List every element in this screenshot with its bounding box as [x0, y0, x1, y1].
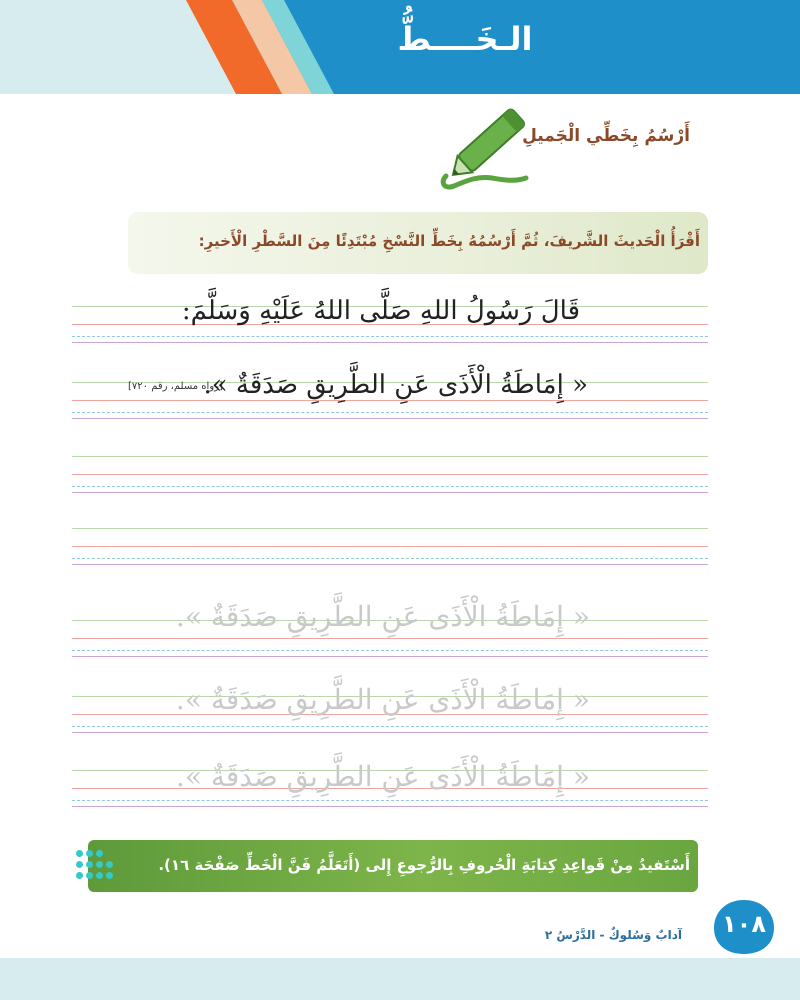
writing-line — [72, 558, 708, 559]
trace-line-2: « إِمَاطَةُ الْأَذَى عَنِ الطَّرِيقِ صَدَقَةٌ ». — [175, 683, 590, 716]
page-title: الـخَــــطُّ — [397, 20, 533, 58]
dot — [76, 850, 83, 857]
writing-line — [72, 546, 708, 547]
writing-line — [72, 400, 708, 401]
tip-text: أَسْتَفيدُ مِنْ قَواعِدِ كِتابَةِ الْحُروفِ بِالرُّجوعِ إِلى (أَتَعَلَّمُ فَنَّ الْخَطِّ صَفْحَة ١٦). — [158, 856, 690, 874]
writing-line — [72, 650, 708, 651]
footer-lesson: آدابٌ وَسُلوكٌ - الدَّرْسُ ٢ — [544, 928, 682, 942]
trace-line-1: « إِمَاطَةُ الْأَذَى عَنِ الطَّرِيقِ صَدَقَةٌ ». — [175, 600, 590, 633]
pen-icon — [438, 102, 534, 190]
dot — [96, 850, 103, 857]
writing-line — [72, 800, 708, 801]
writing-line — [72, 564, 708, 565]
writing-line — [72, 726, 708, 727]
dot — [96, 861, 103, 868]
dot — [76, 861, 83, 868]
dot — [96, 872, 103, 879]
writing-line — [72, 474, 708, 475]
dot — [86, 872, 93, 879]
dot — [86, 850, 93, 857]
writing-line — [72, 492, 708, 493]
writing-line — [72, 638, 708, 639]
writing-line — [72, 806, 708, 807]
hadith-line-2: « إِمَاطَةُ الْأَذَى عَنِ الطَّرِيقِ صَدَقَةٌ ». — [203, 370, 588, 400]
hadith-reference: [رواه مسلم، رقم ٧٢٠] — [128, 381, 223, 392]
writing-line — [72, 486, 708, 487]
writing-line — [72, 342, 708, 343]
section-heading: أَرْسُمُ بِخَطِّي الْجَميلِ — [522, 126, 690, 146]
instruction-text: أَقْرَأُ الْحَديثَ الشَّريفَ، ثُمَّ أَرْسُمُهُ بِخَطِّ النَّسْخِ مُبْتَدِئًا مِنَ السَّطْرِ الْأَخيرِ: — [198, 232, 700, 250]
dot — [106, 872, 113, 879]
writing-line — [72, 412, 708, 413]
dot — [86, 861, 93, 868]
page-number: ١٠٨ — [722, 910, 766, 938]
trace-line-3: « إِمَاطَةُ الْأَذَى عَنِ الطَّرِيقِ صَدَقَةٌ ». — [175, 760, 590, 793]
writing-line — [72, 528, 708, 529]
writing-line — [72, 732, 708, 733]
writing-line — [72, 418, 708, 419]
writing-line — [72, 656, 708, 657]
hadith-line-1: قَالَ رَسُولُ اللهِ صَلَّى اللهُ عَلَيْهِ وَسَلَّمَ: — [181, 296, 580, 326]
writing-line — [72, 336, 708, 337]
dot — [106, 861, 113, 868]
writing-line — [72, 456, 708, 457]
footer-band — [0, 958, 800, 1000]
dot — [76, 872, 83, 879]
